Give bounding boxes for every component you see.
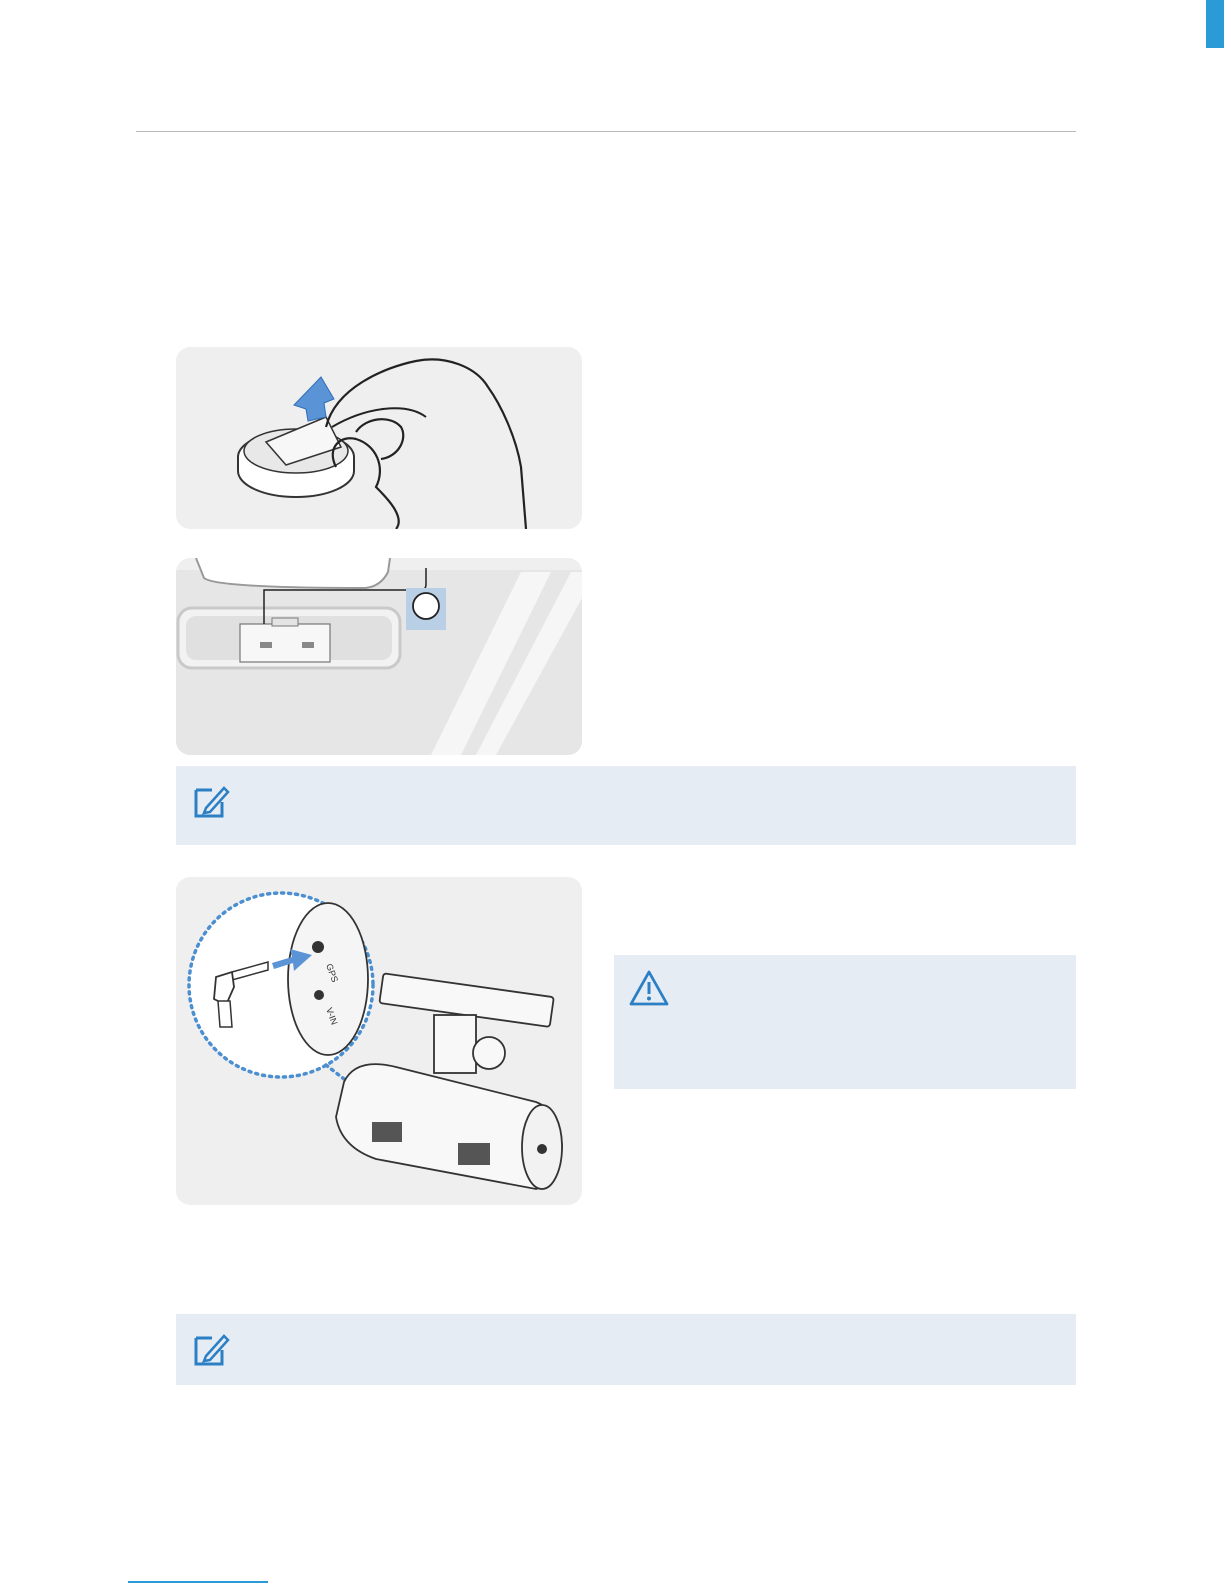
note-pencil-icon (190, 780, 230, 820)
caution-triangle-icon (628, 969, 670, 1007)
windshield-mount-illustration (176, 558, 582, 755)
footer-link-underline[interactable] (128, 1581, 268, 1583)
chapter-tab (1206, 0, 1224, 48)
figure-connect-gps (176, 877, 582, 1205)
peel-film-illustration (176, 347, 582, 529)
note-box (176, 766, 1076, 845)
header-divider (136, 131, 1076, 132)
figure-peel-film (176, 347, 582, 529)
connect-gps-illustration (176, 877, 582, 1205)
note-pencil-icon (190, 1328, 230, 1368)
caution-box (614, 955, 1076, 1089)
svg-text:GPS: GPS (324, 962, 341, 984)
figure-windshield-mount (176, 558, 582, 755)
note-box (176, 1314, 1076, 1385)
svg-text:V-IN: V-IN (324, 1006, 340, 1027)
